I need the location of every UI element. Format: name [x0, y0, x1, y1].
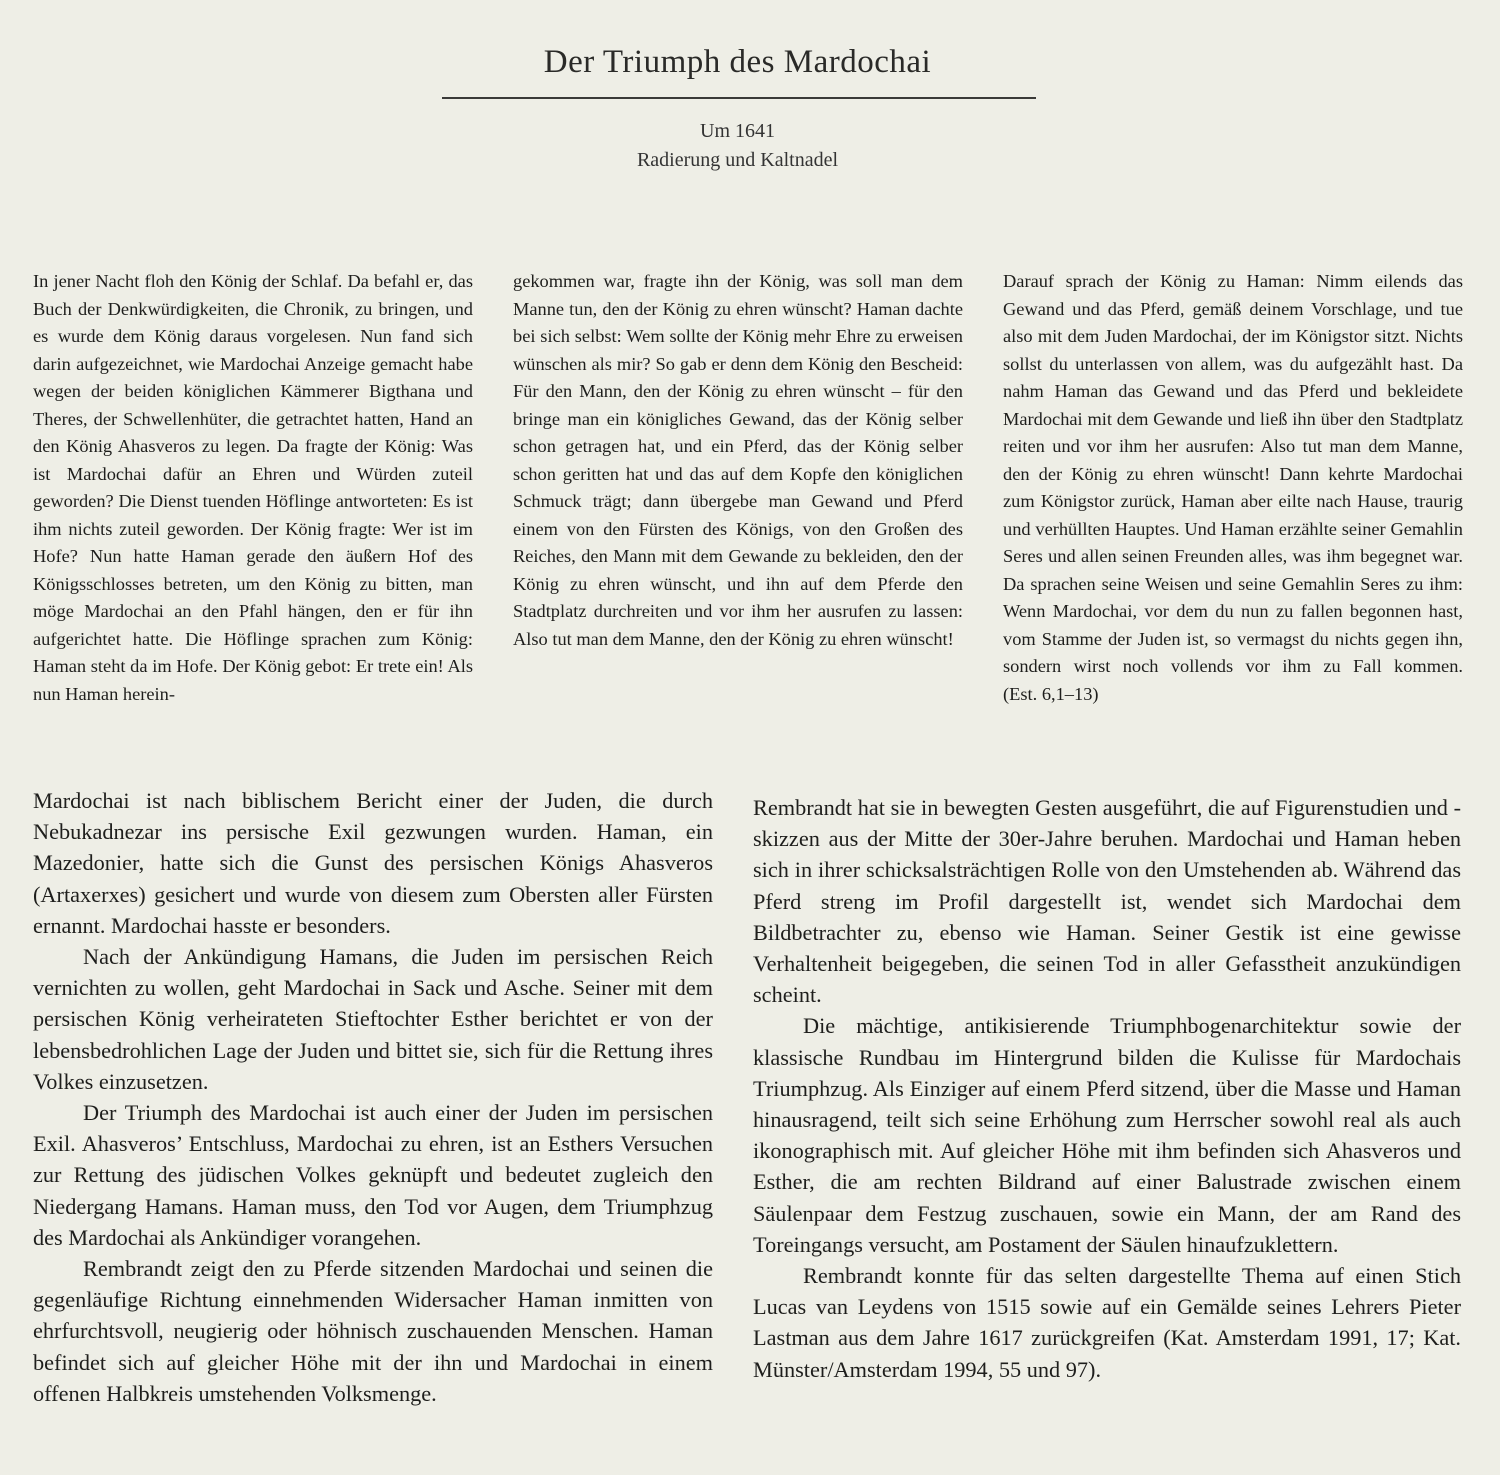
- quote-text-part-1: In jener Nacht floh den König der Schlaf. Da befahl er, das Buch der Denkwürdigkeiten, die Chronik, zu bringen, und es wurde dem König daraus vorgelesen. Nun fand sich darin aufgezeichnet, wie Mardochai Anzeige gemacht habe wegen der beiden königlichen Kämmerer Bigthana und Theres, der Schwellenhüter, die getrachtet hatten, Hand an den König Ahasveros zu legen. Da fragte der König: Was ist Mardochai dafür an Ehren und Würden zuteil geworden? Die Dienst tuenden Höflinge antworteten: Es ist ihm nichts zuteil geworden. Der König fragte: Wer ist im Hofe? Nun hatte Haman gerade den äußern Hof des Königsschlosses betreten, um den König zu bitten, man möge Mardochai an den Pfahl hängen, den er für ihn aufgerichtet hatte. Die Höflinge sprachen zum König: Haman steht da im Hofe. Der König gebot: Er trete ein! Als nun Haman herein-: [33, 271, 473, 704]
- essay-column-1: [33, 785, 713, 1409]
- essay-paragraph: Die mächtige, antikisierende Triumphbogenarchitektur sowie der klassische Rundbau im Hintergrund bilden die Kulisse für Mardochais Triumphzug. Als Einziger auf einem Pferd sitzend, über die Masse und Haman hinausragend, teilt sich seine Erhöhung zum Herrscher sowohl real als auch ikonographisch mit. Auf gleicher Höhe mit ihm befinden sich Ahasveros und Esther, die am rechten Bildrand auf einer Balustrade zwischen einem Säulenpaar dem Festzug zuschauen, sowie ein Mann, der am Rand des Toreingangs versucht, am Postament der Säulen hinaufzuklettern.: [753, 1013, 1461, 1257]
- essay-paragraph: Nach der Ankündigung Hamans, die Juden im persischen Reich vernichten zu wollen, geht Mardochai in Sack und Asche. Seiner mit dem persischen König verheirateten Stieftochter Esther berichtet er von der lebensbedrohlichen Lage der Juden und bittet sie, sich für die Rettung ihres Volkes einzusetzen.: [33, 944, 713, 1094]
- quote-column-1: [33, 268, 473, 708]
- quote-column-3: [1003, 268, 1463, 708]
- artwork-date: Um 1641: [700, 120, 775, 142]
- quote-text-part-3: Darauf sprach der König zu Haman: Nimm eilends das Gewand und das Pferd, gemäß deinem Vorschlage, und tue also mit dem Juden Mardochai, der im Königstor sitzt. Nichts sollst du unterlassen von allem, was du aufgezählt hast. Da nahm Haman das Gewand und das Pferd und bekleidete Mardochai mit dem Gewande und ließ ihn über den Stadtplatz reiten und vor ihm her ausrufen: Also tut man dem Manne, den der König zu ehren wünscht! Dann kehrte Mardochai zum Königstor zurück, Haman aber eilte nach Hause, traurig und verhüllten Hauptes. Und Haman erzählte seiner Gemahlin Seres und allen seinen Freunden alles, was ihm begegnet war. Da sprachen seine Weisen und seine Gemahlin Seres zu ihm: Wenn Mardochai, vor dem du nun zu fallen begonnen hast, vom Stamme der Juden ist, so vermagst du nichts gegen ihn, sondern wirst noch vollends vor ihm zu Fall kommen. (Est. 6,1–13): [1003, 271, 1463, 704]
- quote-column-2: [513, 268, 963, 653]
- quote-text-part-2: gekommen war, fragte ihn der König, was soll man dem Manne tun, den der König zu ehren wünscht? Haman dachte bei sich selbst: Wem sollte der König mehr Ehre zu erweisen wünschen als mir? So gab er denn dem König den Bescheid: Für den Mann, den der König zu ehren wünscht – für den bringe man ein königliches Gewand, das der König selber schon getragen hat, und ein Pferd, das der König selber schon geritten hat und das auf dem Kopfe den königlichen Schmuck trägt; dann übergebe man Gewand und Pferd einem von den Fürsten des Königs, von den Großen des Reiches, den Mann mit dem Gewande zu bekleiden, den der König zu ehren wünscht, und ihn auf dem Pferde den Stadtplatz durchreiten und vor ihm her ausrufen zu lassen: Also tut man dem Manne, den der König zu ehren wünscht!: [513, 271, 963, 649]
- essay-column-2: [753, 792, 1461, 1385]
- scripture-reference: (Est. 6,1–13): [1003, 683, 1099, 704]
- essay-paragraph: Der Triumph des Mardochai ist auch einer der Juden im persischen Exil. Ahasveros’ Entschluss, Mardochai zu ehren, ist an Esthers Versuchen zur Rettung des jüdischen Volkes geknüpft und bedeutet zugleich den Niedergang Hamans. Haman muss, den Tod vor Augen, dem Triumphzug des Mardochai als Ankündiger vorangehen.: [33, 1100, 713, 1250]
- essay-paragraph: Rembrandt hat sie in bewegten Gesten ausgeführt, die auf Figurenstudien und -skizzen aus der Mitte der 30er-Jahre beruhen. Mardochai und Haman heben sich in ihrer schicksalsträchtigen Rolle von den Umstehenden ab. Während das Pferd streng im Profil dargestellt ist, wendet sich Mardochai dem Bildbetrachter zu, ebenso wie Haman. Seiner Gestik ist eine gewisse Verhaltenheit beigegeben, die seinen Tod in aller Gefasstheit anzukündigen scheint.: [753, 795, 1461, 1008]
- title-rule: [442, 97, 1036, 99]
- page-title: Der Triumph des Mardochai: [543, 44, 932, 80]
- essay-paragraph: Rembrandt zeigt den zu Pferde sitzenden Mardochai und seinen die gegenläufige Richtung einnehmenden Widersacher Haman inmitten von ehrfurchtsvoll, neugierig oder höhnisch zuschauenden Menschen. Haman befindet sich auf gleicher Höhe mit der ihn und Mardochai in einem offenen Halbkreis umstehenden Volksmenge.: [33, 1256, 713, 1406]
- artwork-technique: Radierung und Kaltnadel: [636, 149, 839, 171]
- essay-paragraph: Rembrandt konnte für das selten dargestellte Thema auf einen Stich Lucas van Leydens von 1515 sowie auf ein Gemälde seines Lehrers Pieter Lastman aus dem Jahre 1617 zurückgreifen (Kat. Amsterdam 1991, 17; Kat. Münster/Amsterdam 1994, 55 und 97).: [753, 1263, 1461, 1382]
- essay-paragraph: Mardochai ist nach biblischem Bericht einer der Juden, die durch Nebukadnezar ins persische Exil gezwungen wurden. Haman, ein Mazedonier, hatte sich die Gunst des persischen Königs Ahasveros (Artaxerxes) gesichert und wurde von diesem zum Obersten aller Fürsten ernannt. Mardochai hasste er besonders.: [33, 788, 713, 938]
